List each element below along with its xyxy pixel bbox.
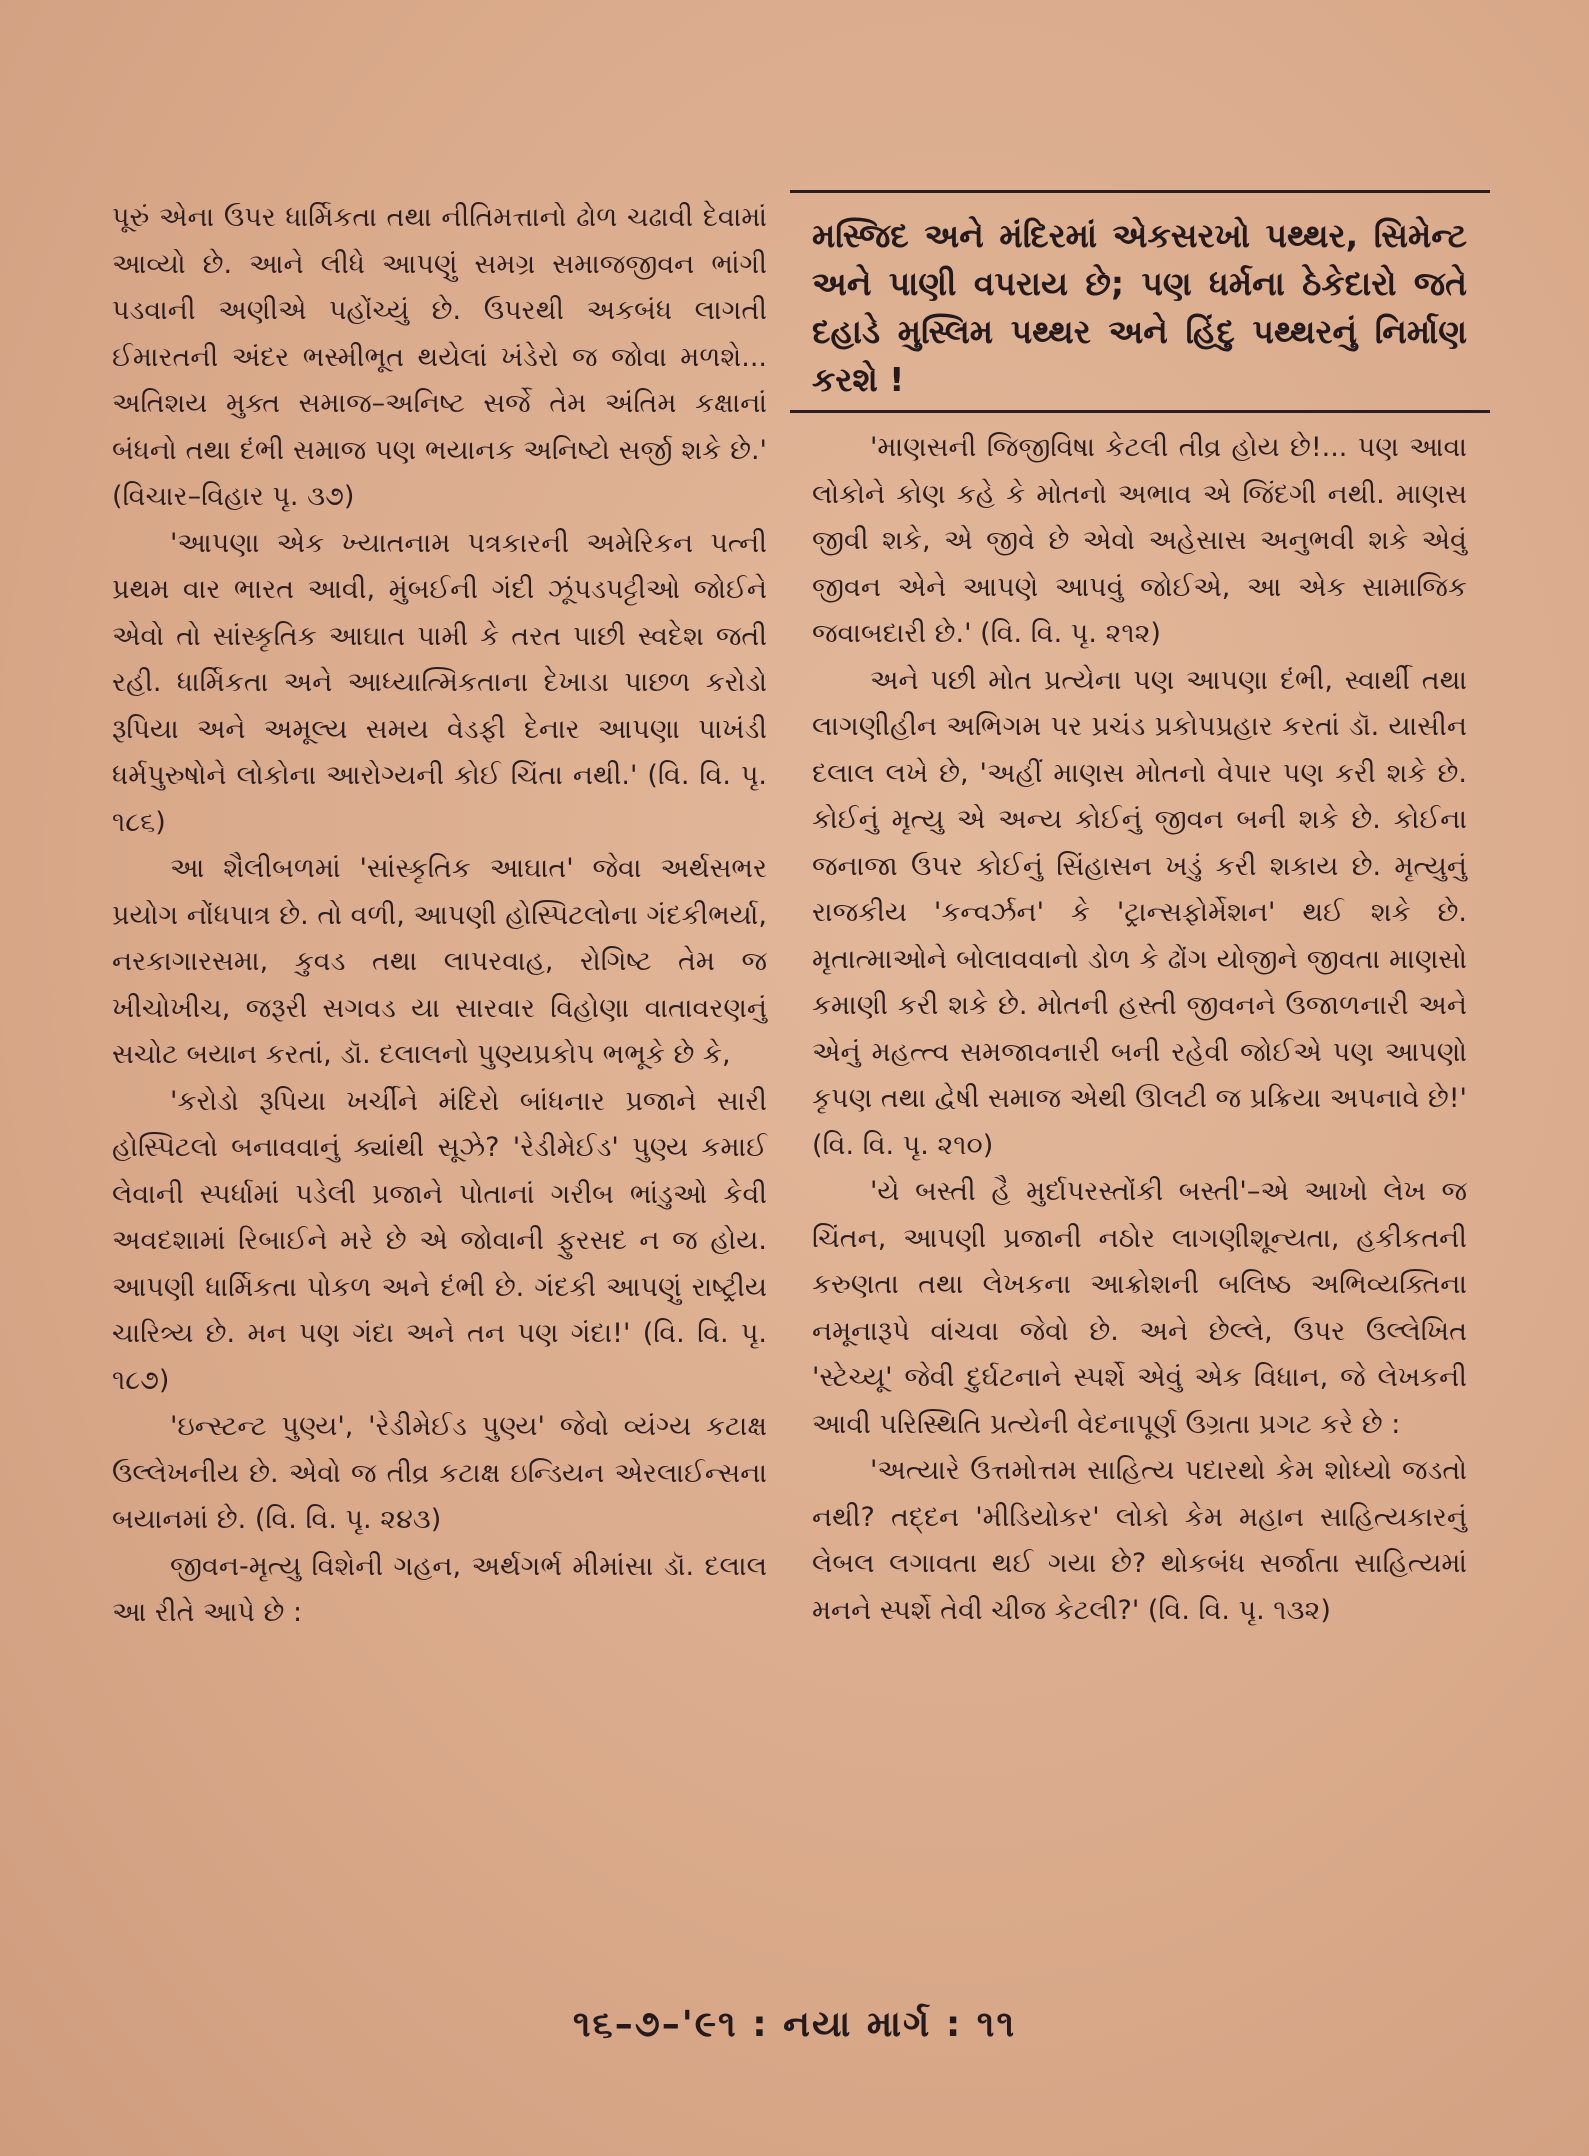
left-paragraph-1: પૂરું એના ઉપર ધાર્મિકતા તથા નીતિમત્તાનો ઢોળ ચઢાવી દેવામાં આવ્યો છે. આને લીધે આપણું સમગ્ર સમાજજીવન ભાંગી પડવાની અણીએ પહોંચ્યું છે. ઉપરથી અકબંધ લાગતી ઈમારતની અંદર ભસ્મીભૂત થયેલાં ખંડેરો જ જોવા મળશે... અતિશય મુક્ત સમાજ–અનિષ્ટ સર્જે તેમ અંતિમ કક્ષાનાં બંધનો તથા દંભી સમાજ પણ ભયાનક અનિષ્ટો સર્જી શકે છે.' (વિચાર–વિહાર પૃ. ૩૭) xyxy=(112,202,767,512)
pull-quote-bottom-rule xyxy=(790,410,1490,413)
right-paragraph-1: 'માણસની જિજીવિષા કેટલી તીવ્ર હોય છે!... પણ આવા લોકોને કોણ કહે કે મોતનો અભાવ એ જિંદગી નથી. માણસ જીવી શકે, એ જીવે છે એવો અહેસાસ અનુભવી શકે એવું જીવન એને આપણે આપવું જોઈએ, આ એક સામાજિક જવાબદારી છે.' (વિ. વિ. પૃ. ૨૧૨) xyxy=(812,432,1467,649)
left-column xyxy=(112,195,767,1637)
right-column xyxy=(812,425,1467,1634)
pull-quote-top-rule xyxy=(790,190,1490,193)
left-paragraph-2: 'આપણા એક ખ્યાતનામ પત્રકારની અમેરિકન પત્ની પ્રથમ વાર ભારત આવી, મુંબઈની ગંદી ઝૂંપડપટ્ટીઓ જોઈને એવો તો સાંસ્કૃતિક આઘાત પામી કે તરત પાછી સ્વદેશ જતી રહી. ધાર્મિકતા અને આધ્યાત્મિકતાના દેખાડા પાછળ કરોડો રૂપિયા અને અમૂલ્ય સમય વેડફી દેનાર આપણા પાખંડી ધર્મપુરુષોને લોકોના આરોગ્યની કોઈ ચિંતા નથી.' (વિ. વિ. પૃ. ૧૮૬) xyxy=(112,527,767,838)
pull-quote: મસ્જિદ અને મંદિરમાં એકસરખો પથ્થર, સિમેન્ટ અને પાણી વપરાય છે; પણ ધર્મના ઠેકેદારો જતે દહાડે મુસ્લિમ પથ્થર અને હિંદુ પથ્થરનું નિર્માણ કરશે ! xyxy=(812,216,1467,399)
left-paragraph-4: 'કરોડો રૂપિયા ખર્ચીને મંદિરો બાંધનાર પ્રજાને સારી હોસ્પિટલો બનાવવાનું ક્યાંથી સૂઝે? 'રેડીમેઈડ' પુણ્ય કમાઈ લેવાની સ્પર્ધામાં પડેલી પ્રજાને પોતાનાં ગરીબ ભાંડુઓ કેવી અવદશામાં રિબાઈને મરે છે એ જોવાની ફુરસદ ન જ હોય. આપણી ધાર્મિકતા પોકળ અને દંભી છે. ગંદકી આપણું રાષ્ટ્રીય ચારિત્ર્ય છે. મન પણ ગંદા અને તન પણ ગંદા!' (વિ. વિ. પૃ. ૧૮૭) xyxy=(112,1085,767,1396)
right-paragraph-4: 'અત્યારે ઉત્તમોત્તમ સાહિત્ય પદારથો કેમ શોધ્યો જડતો નથી? તદ્દન 'મીડિયોકર' લોકો કેમ મહાન સાહિત્યકારનું લેબલ લગાવતા થઈ ગયા છે? થોકબંધ સર્જાતા સાહિત્યમાં મનને સ્પર્શે તેવી ચીજ કેટલી?' (વિ. વિ. પૃ. ૧૩૨) xyxy=(812,1455,1467,1626)
right-paragraph-2: અને પછી મોત પ્રત્યેના પણ આપણા દંભી, સ્વાર્થી તથા લાગણીહીન અભિગમ પર પ્રચંડ પ્રકોપપ્રહાર કરતાં ડૉ. યાસીન દલાલ લખે છે, 'અહીં માણસ મોતનો વેપાર પણ કરી શકે છે. કોઈનું મૃત્યુ એ અન્ય કોઈનું જીવન બની શકે છે. કોઈના જનાજા ઉપર કોઈનું સિંહાસન ખડું કરી શકાય છે. મૃત્યુનું રાજકીય 'કન્વર્ઝન' કે 'ટ્રાન્સફોર્મેશન' થઈ શકે છે. મૃતાત્માઓને બોલાવવાનો ડોળ કે ઢોંગ યોજીને જીવતા માણસો કમાણી કરી શકે છે. મોતની હસ્તી જીવનને ઉજાળનારી અને એનું મહત્ત્વ સમજાવનારી બની રહેવી જોઈએ પણ આપણો કૃપણ તથા દ્વેષી સમાજ એથી ઊલટી જ પ્રક્રિયા અપનાવે છે!' (વિ. વિ. પૃ. ૨૧૦) xyxy=(812,664,1467,1161)
left-paragraph-3: આ શૈલીબળમાં 'સાંસ્કૃતિક આઘાત' જેવા અર્થસભર પ્રયોગ નોંધપાત્ર છે. તો વળી, આપણી હોસ્પિટલોના ગંદકીભર્યા, નરકાગારસમા, કુવડ તથા લાપરવાહ, રોગિષ્ટ તેમ જ ખીચોખીચ, જરૂરી સગવડ યા સારવાર વિહોણા વાતાવરણનું સચોટ બયાન કરતાં, ડૉ. દલાલનો પુણ્યપ્રકોપ ભભૂકે છે કે, xyxy=(112,853,767,1070)
left-paragraph-6: જીવન-મૃત્યુ વિશેની ગહન, અર્થગર્ભ મીમાંસા ડૉ. દલાલ આ રીતે આપે છે : xyxy=(112,1550,767,1628)
right-paragraph-3: 'યે બસ્તી હૈ મુર્દાપરસ્તોંકી બસ્તી'–એ આખો લેખ જ ચિંતન, આપણી પ્રજાની નઠોર લાગણીશૂન્યતા, હકીકતની કરુણતા તથા લેખકના આક્રોશની બલિષ્ઠ અભિવ્યક્તિના નમૂનારૂપે વાંચવા જેવો છે. અને છેલ્લે, ઉપર ઉલ્લેખિત 'સ્ટેચ્યૂ' જેવી દુર્ઘટનાને સ્પર્શે એવું એક વિધાન, જે લેખકની આવી પરિસ્થિતિ પ્રત્યેની વેદનાપૂર્ણ ઉગ્રતા પ્રગટ કરે છે : xyxy=(812,1176,1467,1440)
left-paragraph-5: 'ઇન્સ્ટન્ટ પુણ્ય', 'રેડીમેઈડ પુણ્ય' જેવો વ્યંગ્ય કટાક્ષ ઉલ્લેખનીય છે. એવો જ તીવ્ર કટાક્ષ ઇન્ડિયન એરલાઈન્સના બયાનમાં છે. (વિ. વિ. પૃ. ૨૪૩) xyxy=(112,1411,767,1535)
page-footer: ૧૬–૭–'૯૧ : નયા માર્ગ : ૧૧ xyxy=(572,2004,1017,2045)
